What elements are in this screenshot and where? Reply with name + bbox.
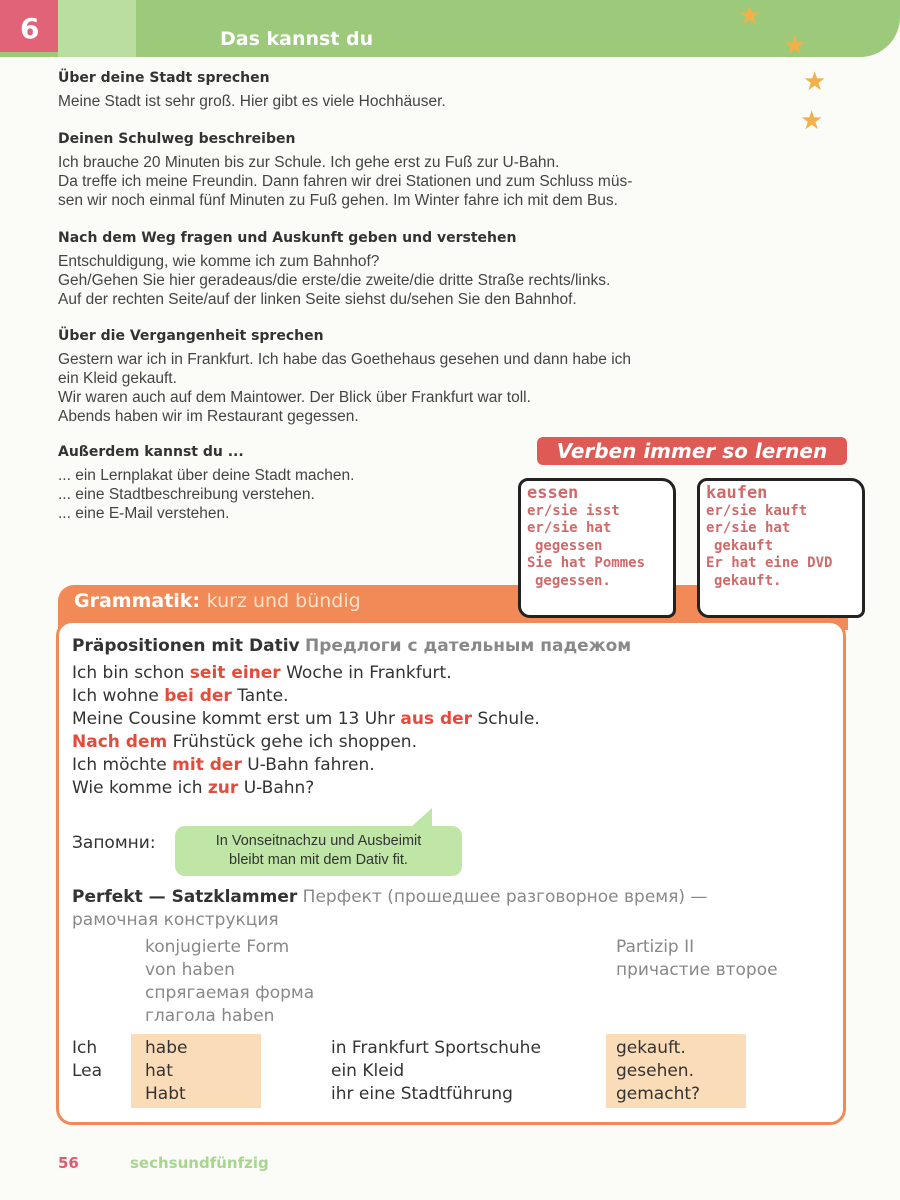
sentence-part: Ich bin schon [72,663,190,683]
section-heading: Nach dem Weg fragen und Auskunft geben und verstehen [58,230,517,246]
verb-line: er/sie kauft [706,502,808,519]
verb-infinitive: essen [527,483,579,503]
col-head-line: спрягаемая форма [145,983,315,1003]
example-sentence [72,754,540,777]
dativ-heading [72,636,631,656]
middle-part: ein Kleid [331,1061,405,1081]
subject: Lea [72,1061,103,1081]
col-head-line: глагола haben [145,1006,275,1026]
section-heading: Außerdem kannst du ... [58,444,244,460]
remember-line: In Vonseitnachzu und Ausbeimit [215,833,422,849]
aux-column [145,1037,187,1106]
section-line: Abends haben wir im Restaurant gegessen. [58,408,359,425]
star-icon: ★ [783,30,807,60]
section-line: sen wir noch einmal fünf Minuten zu Fuß gehen. Im Winter fahre ich mit dem Bus. [58,192,618,209]
section-line: Wir waren auch auf dem Maintower. Der Blick über Frankfurt war toll. [58,389,531,406]
section-line: ... eine E-Mail verstehen. [58,505,230,522]
example-sentence [72,685,540,708]
page-title: Das kannst du [220,28,374,50]
section-line: Entschuldigung, wie komme ich zum Bahnhof? [58,253,380,270]
sentence-part: Wie komme ich [72,778,208,798]
col-head-line: причастие второе [616,960,778,980]
verb-card-essen [518,478,676,618]
col-head-line: von haben [145,960,235,980]
sentence-part: Schule. [472,709,540,729]
section-line: ... ein Lernplakat über deine Stadt machen. [58,467,355,484]
verb-card-kaufen [697,478,865,618]
sentence-part: U-Bahn? [238,778,315,798]
star-icon: ★ [800,105,824,135]
col-head-participle [616,936,778,982]
participle: gekauft. [616,1038,686,1058]
verb-line: Er hat eine DVD [706,555,833,571]
dativ-examples [72,662,540,800]
aux-verb: Habt [145,1084,186,1104]
section-line: Meine Stadt ist sehr groß. Hier gibt es viele Hochhäuser. [58,93,446,110]
section-line: Da treffe ich meine Freundin. Dann fahren wir drei Stationen und zum Schluss müs- [58,173,633,190]
preposition-highlight: seit einer [189,663,281,683]
perfekt-title-ru-2: рамочная конструкция [72,910,279,930]
col-head-aux [145,936,314,1028]
verb-line: gegessen [535,537,603,554]
section [58,131,798,210]
section-line: Geh/Gehen Sie hier geradeaus/die erste/die zweite/die dritte Straße rechts/links. [58,272,611,289]
middle-column [331,1037,541,1106]
sentence-part: Ich möchte [72,755,173,775]
header-strip [58,0,136,57]
verb-infinitive: kaufen [706,483,768,503]
section [58,70,798,111]
perfekt-title-ru: Перфект (прошедшее разговорное время) — [302,887,708,907]
subjects-column [72,1037,102,1083]
dativ-title-ru: Предлоги с дательным падежом [305,636,632,656]
preposition-highlight: mit der [172,755,242,775]
verb-line: gekauft. [714,572,782,589]
perfekt-title: Perfekt — Satzklammer [72,887,298,907]
sentence-part: Tante. [231,686,289,706]
verbs-heading: Verben immer so lernen [537,437,847,465]
section-line: ... eine Stadtbeschreibung verstehen. [58,486,315,503]
col-head-line: konjugierte Form [145,937,290,957]
middle-part: in Frankfurt Sportschuhe [331,1038,541,1058]
verb-line: gekauft [714,537,774,554]
example-sentence [72,662,540,685]
verb-line: er/sie hat [706,520,791,536]
chapter-number: 6 [0,0,58,52]
remember-label: Запомни: [72,833,156,853]
section-line: Ich brauche 20 Minuten bis zur Schule. Ich gehe erst zu Fuß zur U-Bahn. [58,154,560,171]
verb-line: Sie hat Pommes [527,555,646,571]
col-head-line: Partizip II [616,937,695,957]
section-line: Auf der rechten Seite/auf der linken Seite siehst du/sehen Sie den Bahnhof. [58,291,577,308]
section-heading: Deinen Schulweg beschreiben [58,131,296,147]
aux-verb: hat [145,1061,173,1081]
page-number: 56 [58,1154,79,1172]
remember-bubble [175,826,462,876]
sentence-part: Meine Cousine kommt erst um 13 Uhr [72,709,401,729]
participle: gesehen. [616,1061,694,1081]
section-line: Gestern war ich in Frankfurt. Ich habe das Goethehaus gesehen und dann habe ich [58,351,632,368]
grammar-title: Grammatik: [74,590,201,612]
star-icon: ★ [738,0,762,30]
sentence-part: Ich wohne [72,686,165,706]
preposition-highlight: bei der [164,686,232,706]
sentence-part: Woche in Frankfurt. [280,663,452,683]
preposition-highlight: Nach dem [72,732,168,752]
subject: Ich [72,1038,98,1058]
sentence-part: U-Bahn fahren. [241,755,375,775]
perfekt-heading [72,886,832,932]
participle: gemacht? [616,1084,701,1104]
example-sentence [72,708,540,731]
page-number-word: sechsundfünfzig [130,1154,269,1172]
example-sentence [72,777,540,800]
remember-line: bleibt man mit dem Dativ fit. [229,852,408,868]
section [58,328,798,426]
participle-column [616,1037,700,1106]
dativ-title: Präpositionen mit Dativ [72,636,300,656]
verb-line: er/sie hat [527,520,612,536]
verb-line: gegessen. [535,572,611,589]
verb-line: er/sie isst [527,502,620,519]
star-icon: ★ [803,66,827,96]
middle-part: ihr eine Stadtführung [331,1084,513,1104]
section-heading: Über deine Stadt sprechen [58,70,270,86]
aux-verb: habe [145,1038,188,1058]
section-line: ein Kleid gekauft. [58,370,177,387]
grammar-subtitle: kurz und bündig [206,590,361,612]
preposition-highlight: aus der [400,709,473,729]
sentence-part: Frühstück gehe ich shoppen. [167,732,417,752]
example-sentence [72,731,540,754]
preposition-highlight: zur [207,778,239,798]
section [58,230,798,309]
section-heading: Über die Vergangenheit sprechen [58,328,324,344]
